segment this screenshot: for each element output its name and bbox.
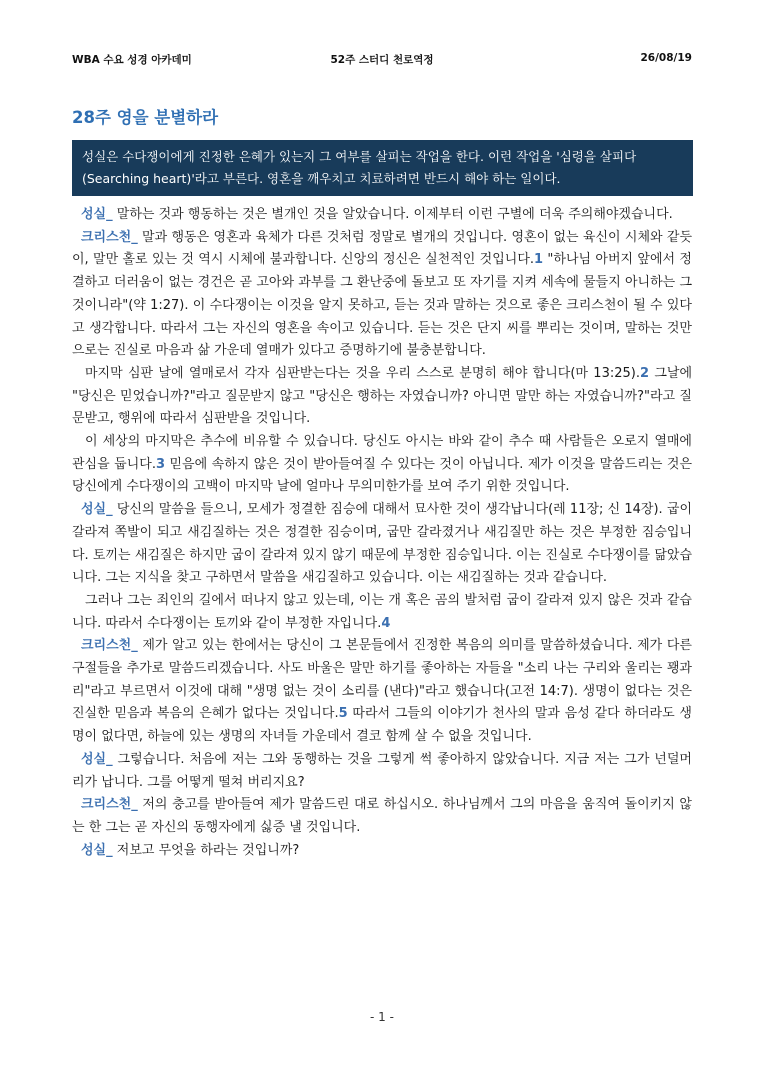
page-number: - 1 -: [370, 1010, 394, 1024]
paragraph-text: 저보고 무엇을 하라는 것입니까?: [112, 842, 300, 858]
document-body: [72, 204, 692, 862]
intro-box: 성실은 수다쟁이에게 진정한 은혜가 있는지 그 여부를 살피는 작업을 한다. 이런 작업을 '심령을 살피다(Searching heart)'라고 부른다. 영혼을 깨우치고 치료하려면 반드시 해야 하는 일이다.: [72, 140, 693, 196]
lesson-title: 28주 영을 분별하라: [72, 108, 219, 127]
paragraph: [72, 840, 692, 863]
speaker-label: 성실_: [81, 207, 113, 222]
speaker-label: 성실_: [81, 842, 113, 858]
paragraph-text: 그러나 그는 죄인의 길에서 떠나지 않고 있는데, 이는 개 혹은 곰의 발처럼 굽이 갈라져 있지 않은 것과 같습니다. 따라서 수다쟁이는 토끼와 같이 부정한 자입니다.: [72, 592, 692, 631]
paragraph-text: 이 세상의 마지막은 추수에 비유할 수 있습니다. 당신도 아시는 바와 같이 추수 때 사람들은 오로지 열매에 관심을 둡니다.: [72, 434, 692, 472]
speaker-label: 크리스천_: [81, 229, 138, 245]
paragraph: [72, 635, 692, 749]
footnote-marker[interactable]: 2: [639, 365, 650, 381]
paragraph: [72, 227, 692, 363]
paragraph-text: 당신의 말씀을 들으니, 모세가 정결한 짐승에 대해서 묘사한 것이 생각납니다(레 11장; 신 14장). 굽이 갈라져 쪽발이 되고 새김질하는 것은 정결한 짐승이며, 굽만 갈라졌거나 새김질만 하는 것은 부정한 짐승입니다. 토끼는 새김질은 하지만 굽이 갈라져 있지 않기 때문에 부정한 짐승입니다. 이는 진실로 수다쟁이를 닮았습니다. 그는 지식을 찾고 구하면서 말씀을 새김질하고 있습니다. 이는 새김질하는 것과 같습니다.: [72, 502, 692, 586]
paragraph: [72, 794, 692, 839]
paragraph-text: 말하는 것과 행동하는 것은 별개인 것을 알았습니다. 이제부터 이런 구별에 더욱 주의해야겠습니다.: [112, 207, 673, 222]
paragraph-text: 따라서 그들의 이야기가 천사의 말과 음성 같다 하더라도 생명이 없다면, 하늘에 있는 생명의 자녀들 가운데서 결코 함께 살 수 없을 것입니다.: [72, 706, 692, 745]
paragraph-text: 저의 충고를 받아들여 제가 말씀드린 대로 하십시오. 하나님께서 그의 마음을 움직여 돌이키지 않는 한 그는 곧 자신의 동행자에게 싫증 낼 것입니다.: [72, 797, 692, 835]
paragraph: [72, 590, 692, 635]
header-date: 26/08/19: [640, 52, 692, 64]
paragraph-text: 그날에 "당신은 믿었습니까?"라고 질문받지 않고 "당신은 행하는 자였습니까? 아니면 말만 하는 자였습니까?"라고 질문받고, 행위에 따라서 심판받을 것입니다.: [72, 365, 692, 427]
speaker-label: 성실_: [81, 751, 113, 767]
footnote-marker[interactable]: 4: [381, 615, 391, 631]
paragraph: [72, 499, 692, 590]
paragraph: [72, 363, 692, 431]
paragraph: [72, 431, 692, 499]
paragraph-text: 믿음에 속하지 않은 것이 받아들여질 수 있다는 것이 아닙니다. 제가 이것을 말씀드리는 것은 당신에게 수다쟁이의 고백이 마지막 날에 얼마나 무의미한가를 보여 주기 위한 것입니다.: [72, 456, 692, 495]
speaker-label: 크리스천_: [81, 638, 138, 654]
paragraph: [72, 204, 692, 227]
header-academy: WBA 수요 성경 아카데미: [72, 54, 192, 66]
speaker-label: 성실_: [81, 502, 113, 518]
paragraph-text: 제가 알고 있는 한에서는 당신이 그 본문들에서 진정한 복음의 의미를 말씀하셨습니다. 제가 다른 구절들을 추가로 말씀드리겠습니다. 사도 바울은 말만 하기를 좋아하는 자들을 "소리 나는 구리와 울리는 꽹과리"라고 부르면서 이것에 대해 "생명 없는 것이 소리를 (낸다)"라고 했습니다(고전 14:7). 생명이 없다는 것은 진실한 믿음과 복음의 은혜가 없다는 것입니다.: [72, 638, 692, 722]
footnote-marker[interactable]: 3: [155, 456, 166, 472]
page-header: [72, 52, 692, 70]
paragraph-text: 말과 행동은 영혼과 육체가 다른 것처럼 정말로 별개의 것입니다. 영혼이 없는 육신이 시체와 같듯이, 말만 홀로 있는 것 역시 시체에 불과합니다. 신앙의 정신은 실천적인 것입니다.: [72, 229, 692, 268]
footnote-marker[interactable]: 1: [534, 252, 544, 268]
speaker-label: 크리스천_: [81, 797, 138, 813]
paragraph-text: "하나님 아버지 앞에서 정결하고 더러움이 없는 경건은 곧 고아와 과부를 그 환난중에 돌보고 또 자기를 지켜 세속에 물들지 아니하는 그것이니라"(약 1:27). 이 수다쟁이는 이것을 알지 못하고, 듣는 것과 말하는 것으로 좋은 크리스천이 될 수 있다고 생각합니다. 따라서 그는 자신의 영혼을 속이고 있습니다. 듣는 것은 단지 씨를 뿌리는 것이며, 말하는 것만으로는 진실로 마음과 삶 가운데 열매가 있다고 증명하기에 불충분합니다.: [72, 252, 692, 359]
paragraph-text: 마지막 심판 날에 열매로서 각자 심판받는다는 것을 우리 스스로 분명히 해야 합니다(마 13:25).: [85, 365, 640, 381]
footnote-marker[interactable]: 5: [338, 706, 348, 722]
paragraph-text: 그렇습니다. 처음에 저는 그와 동행하는 것을 그렇게 썩 좋아하지 않았습니다. 지금 저는 그가 넌덜머리가 납니다. 그를 어떻게 떨쳐 버리지요?: [72, 751, 692, 790]
header-study: 52주 스터디 천로역정: [330, 54, 434, 66]
paragraph: [72, 749, 692, 794]
